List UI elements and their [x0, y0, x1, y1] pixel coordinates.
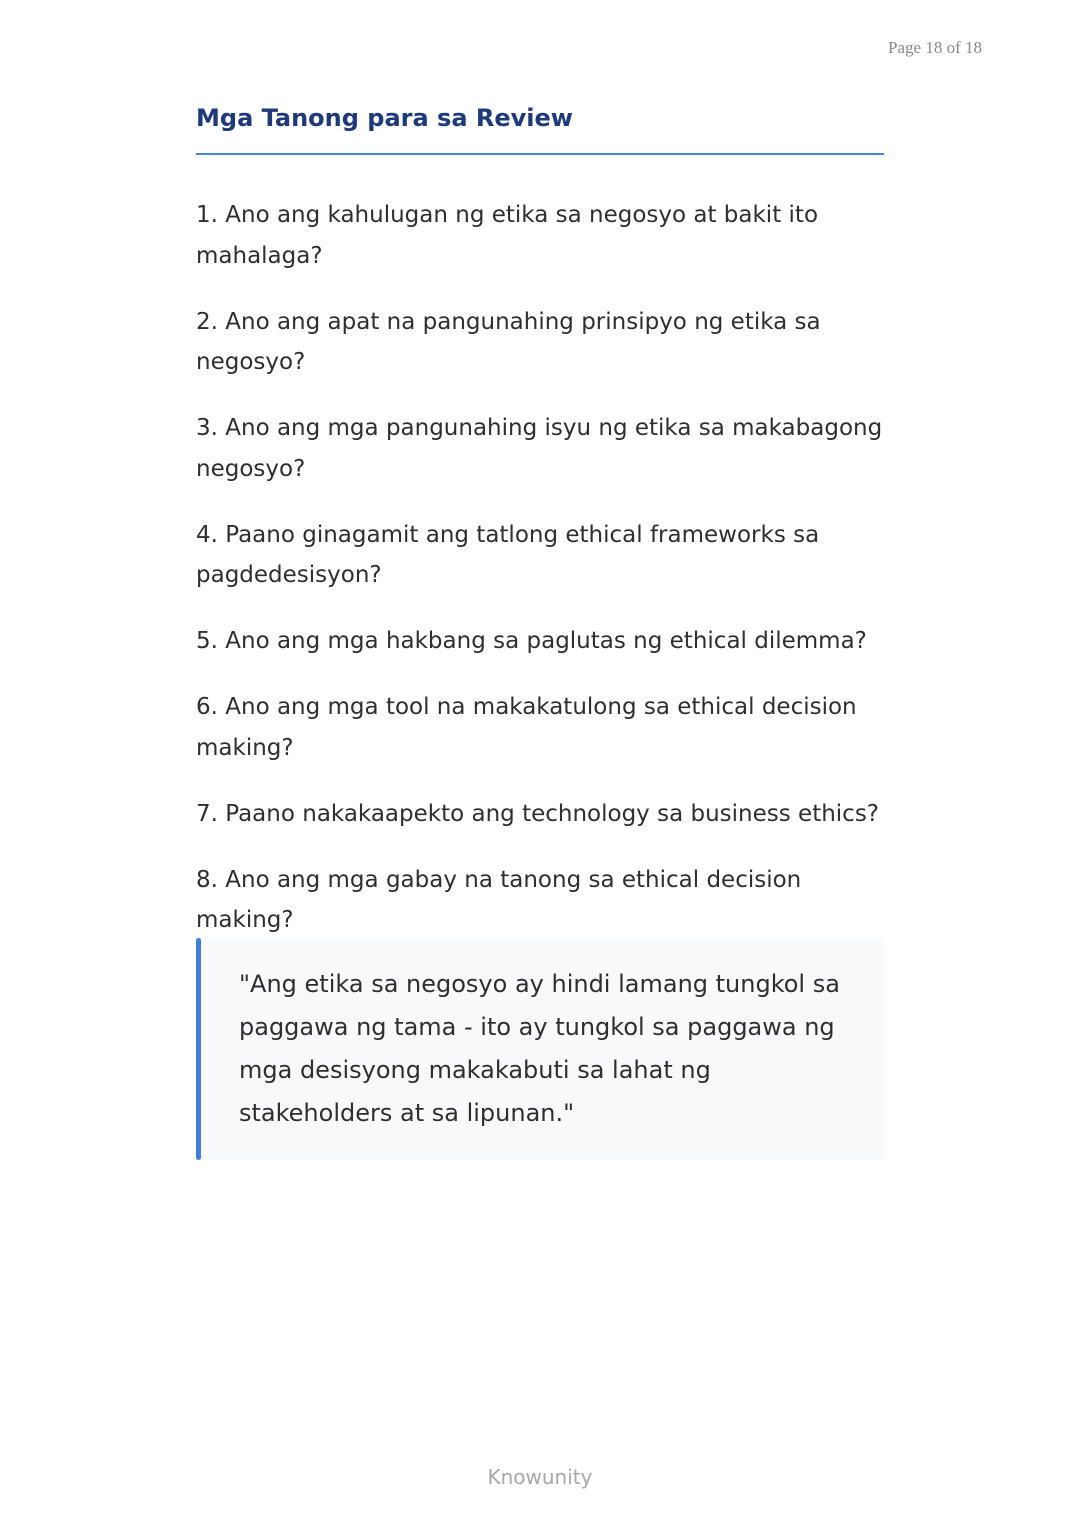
review-question: 4. Paano ginagamit ang tatlong ethical frameworks sa pagdedesisyon? — [196, 521, 820, 588]
review-questions-list — [196, 195, 884, 966]
title-divider — [196, 153, 884, 155]
footer-brand: Knowunity — [487, 1465, 593, 1489]
section-title: Mga Tanong para sa Review — [196, 104, 573, 132]
review-question: 5. Ano ang mga hakbang sa paglutas ng ethical dilemma? — [196, 628, 867, 654]
quote-text: "Ang etika sa negosyo ay hindi lamang tungkol sa paggawa ng tama - ito ay tungkol sa paggawa ng mga desisyong makakabuti sa lahat ng stakeholders at sa lipunan." — [239, 970, 840, 1127]
review-question: 3. Ano ang mga pangunahing isyu ng etika sa makabagong negosyo? — [196, 415, 883, 482]
quote-block — [196, 938, 884, 1160]
review-question: 1. Ano ang kahulugan ng etika sa negosyo at bakit ito mahalaga? — [196, 202, 819, 269]
review-question: 8. Ano ang mga gabay na tanong sa ethical decision making? — [196, 866, 802, 933]
review-question: 2. Ano ang apat na pangunahing prinsipyo ng etika sa negosyo? — [196, 308, 821, 375]
review-question: 7. Paano nakakaapekto ang technology sa business ethics? — [196, 800, 880, 827]
review-question: 6. Ano ang mga tool na makakatulong sa ethical decision making? — [196, 694, 857, 761]
quote-accent-bar — [196, 938, 201, 1160]
page-number: Page 18 of 18 — [888, 38, 982, 57]
